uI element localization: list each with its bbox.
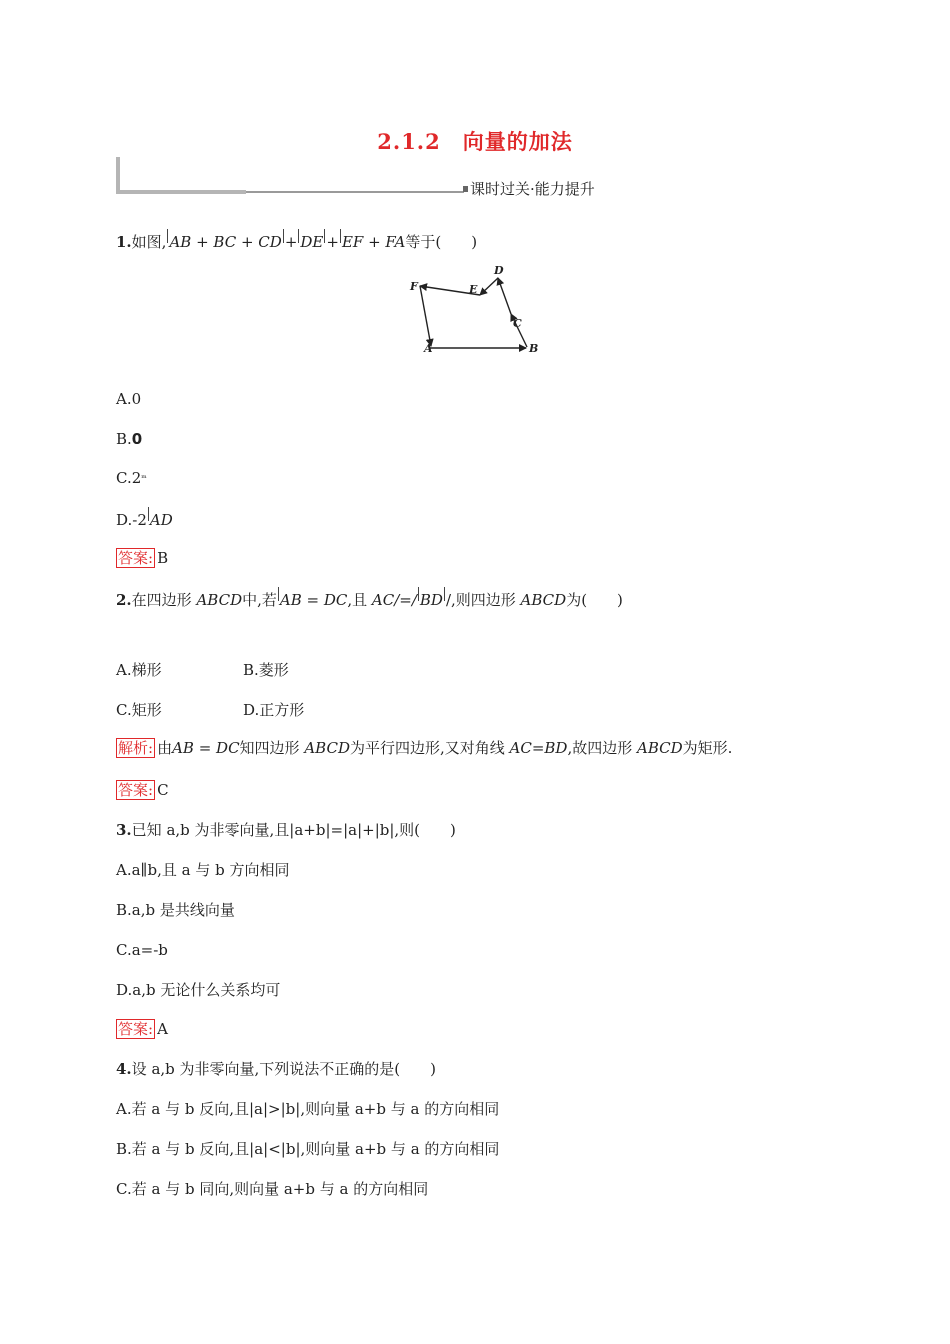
vector-cd [498,278,511,314]
label-d: D [494,264,504,277]
q4-option-c: C.若 a 与 b 同向,则向量 a+b 与 a 的方向相同 [116,1180,429,1198]
question-number: 1. [116,233,132,251]
q2-option-b: B.菱形 [243,661,289,679]
q2-option-d: D.正方形 [243,701,305,719]
q1-answer: 答案: B [118,549,169,567]
question-number: 3. [116,821,132,839]
label-b: B [529,342,539,355]
q3-option-a: A.a∥b,且 a 与 b 方向相同 [116,861,290,879]
q1-option-c: C.2ᵐ [116,469,147,487]
q4-option-a: A.若 a 与 b 反向,且|a|>|b|,则向量 a+b 与 a 的方向相同 [116,1100,500,1118]
label-e: E [469,283,478,296]
answer-tag: 答案: [118,781,154,799]
header-bar [116,157,120,193]
q1-option-d: D.-2 AD [116,507,173,531]
q1-option-a: A.0 [116,390,142,408]
label-a: A [424,342,433,355]
page-title: 2.1.2 向量的加法 [377,129,573,154]
q4-option-b: B.若 a 与 b 反向,且|a|<|b|,则向量 a+b 与 a 的方向相同 [116,1140,500,1158]
question-3: 3.已知 a,b 为非零向量,且|a+b|=|a|+|b|,则( ) [116,821,456,839]
vector-fa [420,286,431,346]
q3-option-b: B.a,b 是共线向量 [116,901,235,919]
q2-option-a: A.梯形 [116,661,162,679]
answer-tag: 答案: [118,549,154,567]
q2-answer: 答案: C [118,781,169,799]
q1-option-b: B.0 [116,430,143,448]
question-4: 4.设 a,b 为非零向量,下列说法不正确的是( ) [116,1060,436,1078]
question-1: 1.如图, AB + BC + CD + DE + EF + FA等于( ) [116,229,477,253]
question-number: 2. [116,591,132,609]
q3-answer: 答案: A [118,1020,168,1038]
header-rule [116,190,246,194]
vector-de [480,278,498,295]
header-thin-rule [246,191,464,193]
q3-option-d: D.a,b 无论什么关系均可 [116,981,281,999]
q3-option-c: C.a=-b [116,941,168,959]
question-2: 2.在四边形 ABCD中,若 AB = DC,且 AC/=/ BD /,则四边形 ABCD为( ) [116,587,623,611]
q2-option-c: C.矩形 [116,701,162,719]
header-square-icon [463,186,468,192]
question-number: 4. [116,1060,132,1078]
label-f: F [410,280,418,293]
q2-analysis: 解析: 由AB = DC知四边形 ABCD为平行四边形,又对角线 AC=BD,故四边形 ABCD为矩形. [118,739,733,757]
section-label: 课时过关·能力提升 [470,180,595,198]
label-c: C [513,317,522,330]
answer-tag: 答案: [118,1020,154,1038]
analysis-tag: 解析: [118,739,154,757]
hexagon-vector-figure [405,262,550,362]
